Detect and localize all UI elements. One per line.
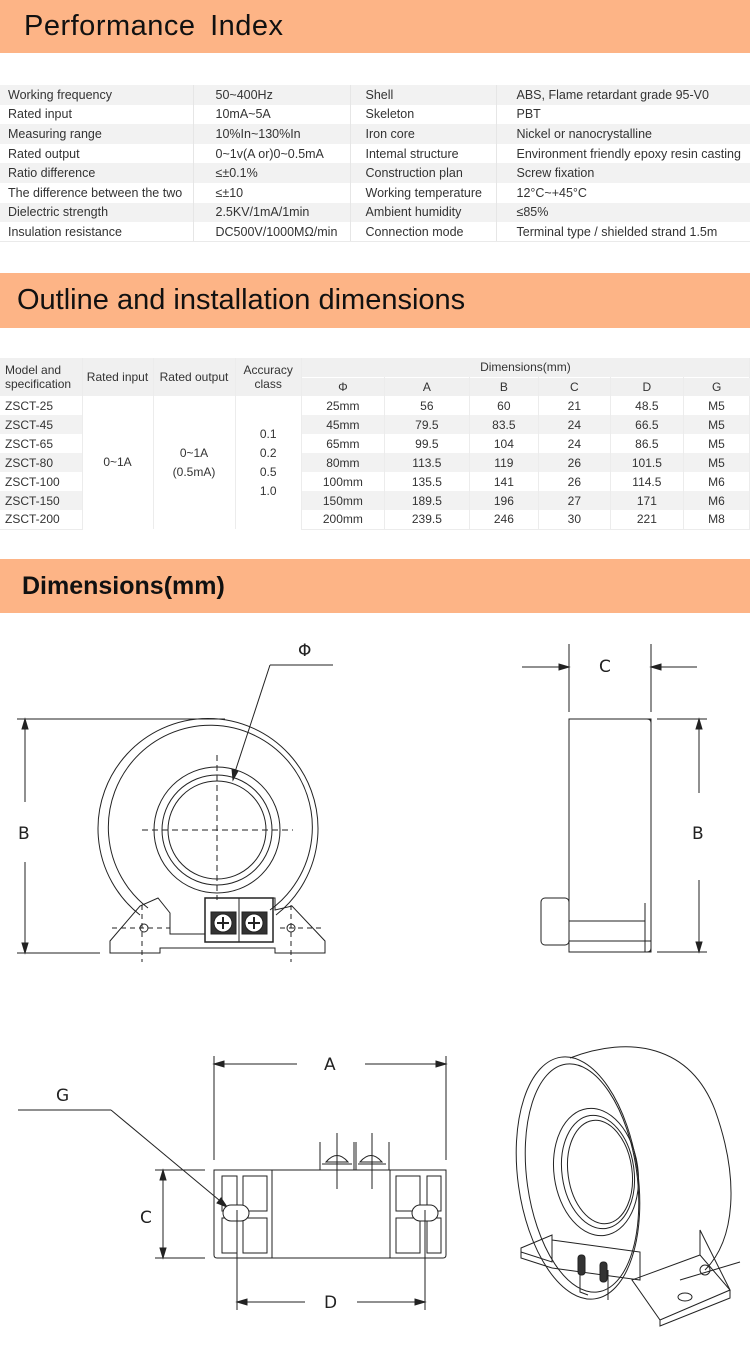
spec-value: DC500V/1000MΩ/min bbox=[193, 222, 350, 242]
spec-label: Rated input bbox=[0, 105, 193, 125]
header-model: Model and specification bbox=[0, 358, 82, 396]
section-header-outline bbox=[0, 273, 750, 328]
model-cell: ZSCT-100 bbox=[0, 472, 82, 491]
spec-label: Dielectric strength bbox=[0, 203, 193, 223]
header-phi: Φ bbox=[301, 377, 384, 396]
dim-g-cell: M8 bbox=[683, 510, 749, 529]
performance-row bbox=[0, 144, 750, 164]
model-cell: ZSCT-80 bbox=[0, 453, 82, 472]
dim-a-cell: 79.5 bbox=[384, 415, 469, 434]
spec-label: Ratio difference bbox=[0, 163, 193, 183]
side-view-drawing bbox=[490, 630, 750, 970]
spec-value: ABS, Flame retardant grade 95-V0 bbox=[496, 85, 750, 105]
dim-a-cell: 189.5 bbox=[384, 491, 469, 510]
spec-label: Skeleton bbox=[350, 105, 496, 125]
dim-a-cell: 113.5 bbox=[384, 453, 469, 472]
dim-d-cell: 66.5 bbox=[610, 415, 683, 434]
label-c-side: C bbox=[599, 657, 611, 677]
dim-c-cell: 24 bbox=[538, 415, 610, 434]
spec-label: Connection mode bbox=[350, 222, 496, 242]
performance-row bbox=[0, 124, 750, 144]
spec-value: Environment friendly epoxy resin casting bbox=[496, 144, 750, 164]
dim-b-cell: 60 bbox=[469, 396, 538, 415]
section-header-performance bbox=[0, 0, 750, 53]
rated-output-value: 0~1A bbox=[179, 445, 209, 460]
dim-d-cell: 114.5 bbox=[610, 472, 683, 491]
model-cell: ZSCT-200 bbox=[0, 510, 82, 529]
label-b-front: B bbox=[18, 824, 30, 844]
spec-label: Rated output bbox=[0, 144, 193, 164]
dim-c-cell: 30 bbox=[538, 510, 610, 529]
spec-label: Shell bbox=[350, 85, 496, 105]
label-g: G bbox=[56, 1086, 70, 1106]
performance-row bbox=[0, 105, 750, 125]
dim-g-cell: M6 bbox=[683, 472, 749, 491]
dim-a-cell: 99.5 bbox=[384, 434, 469, 453]
dim-b-cell: 141 bbox=[469, 472, 538, 491]
dim-b-cell: 83.5 bbox=[469, 415, 538, 434]
label-phi: Φ bbox=[298, 641, 312, 661]
header-b: B bbox=[469, 377, 538, 396]
rated-input-cell: 0~1A bbox=[82, 396, 153, 529]
dim-b-cell: 246 bbox=[469, 510, 538, 529]
dim-g-cell: M5 bbox=[683, 453, 749, 472]
dimensions-table bbox=[0, 358, 750, 530]
header-rated-input: Rated input bbox=[82, 358, 153, 396]
header-c: C bbox=[538, 377, 610, 396]
dim-b-cell: 196 bbox=[469, 491, 538, 510]
dim-phi-cell: 100mm bbox=[301, 472, 384, 491]
header-accuracy: Accuracy class bbox=[235, 358, 301, 396]
label-c-bottom: C bbox=[140, 1208, 152, 1228]
performance-row bbox=[0, 203, 750, 223]
dim-d-cell: 221 bbox=[610, 510, 683, 529]
spec-label: Iron core bbox=[350, 124, 496, 144]
model-cell: ZSCT-45 bbox=[0, 415, 82, 434]
accuracy-cell bbox=[235, 396, 301, 529]
spec-value: 12°C~+45°C bbox=[496, 183, 750, 203]
performance-row bbox=[0, 222, 750, 242]
section-header-dimensions bbox=[0, 559, 750, 613]
performance-row bbox=[0, 183, 750, 203]
spec-label: Working temperature bbox=[350, 183, 496, 203]
spec-label: Working frequency bbox=[0, 85, 193, 105]
spec-value: 10%In~130%In bbox=[193, 124, 350, 144]
dim-phi-cell: 80mm bbox=[301, 453, 384, 472]
dim-phi-cell: 65mm bbox=[301, 434, 384, 453]
dim-d-cell: 48.5 bbox=[610, 396, 683, 415]
accuracy-value: 0.2 bbox=[259, 445, 277, 460]
dim-c-cell: 26 bbox=[538, 472, 610, 491]
dim-g-cell: M5 bbox=[683, 396, 749, 415]
performance-table bbox=[0, 85, 750, 242]
performance-row bbox=[0, 163, 750, 183]
spec-value: 50~400Hz bbox=[193, 85, 350, 105]
dimension-row bbox=[0, 396, 750, 415]
isometric-view-drawing bbox=[490, 1030, 750, 1330]
header-rated-output: Rated output bbox=[153, 358, 235, 396]
spec-label: Measuring range bbox=[0, 124, 193, 144]
model-cell: ZSCT-150 bbox=[0, 491, 82, 510]
dim-c-cell: 26 bbox=[538, 453, 610, 472]
dim-c-cell: 21 bbox=[538, 396, 610, 415]
spec-value: Screw fixation bbox=[496, 163, 750, 183]
model-cell: ZSCT-65 bbox=[0, 434, 82, 453]
label-a: A bbox=[324, 1055, 336, 1075]
spec-label: Ambient humidity bbox=[350, 203, 496, 223]
dim-phi-cell: 25mm bbox=[301, 396, 384, 415]
spec-value: 10mA~5A bbox=[193, 105, 350, 125]
dim-b-cell: 104 bbox=[469, 434, 538, 453]
section-title: Outline and installation dimensions bbox=[17, 284, 466, 316]
dim-c-cell: 24 bbox=[538, 434, 610, 453]
dim-g-cell: M5 bbox=[683, 434, 749, 453]
accuracy-value: 0.5 bbox=[259, 464, 277, 479]
spec-value: ≤85% bbox=[496, 203, 750, 223]
spec-label: Intemal structure bbox=[350, 144, 496, 164]
spec-value: Terminal type / shielded strand 1.5m bbox=[496, 222, 750, 242]
dim-a-cell: 239.5 bbox=[384, 510, 469, 529]
bottom-view-drawing bbox=[0, 1030, 470, 1330]
dim-a-cell: 135.5 bbox=[384, 472, 469, 491]
spec-value: 2.5KV/1mA/1min bbox=[193, 203, 350, 223]
header-dimensions: Dimensions(mm) bbox=[301, 358, 749, 377]
header-a: A bbox=[384, 377, 469, 396]
dim-d-cell: 171 bbox=[610, 491, 683, 510]
rated-output-sub: (0.5mA) bbox=[172, 464, 216, 479]
accuracy-value: 0.1 bbox=[259, 426, 277, 441]
dim-d-cell: 86.5 bbox=[610, 434, 683, 453]
spec-value: Nickel or nanocrystalline bbox=[496, 124, 750, 144]
dim-a-cell: 56 bbox=[384, 396, 469, 415]
model-cell: ZSCT-25 bbox=[0, 396, 82, 415]
section-title: Dimensions(mm) bbox=[22, 571, 225, 600]
label-d: D bbox=[324, 1293, 338, 1313]
header-d: D bbox=[610, 377, 683, 396]
spec-value: ≤±0.1% bbox=[193, 163, 350, 183]
label-b-side: B bbox=[692, 824, 704, 844]
accuracy-value: 1.0 bbox=[259, 483, 277, 498]
dim-c-cell: 27 bbox=[538, 491, 610, 510]
front-view-drawing bbox=[0, 630, 370, 970]
spec-label: The difference between the two bbox=[0, 183, 193, 203]
spec-value: 0~1v(A or)0~0.5mA bbox=[193, 144, 350, 164]
dim-d-cell: 101.5 bbox=[610, 453, 683, 472]
spec-value: PBT bbox=[496, 105, 750, 125]
header-g: G bbox=[683, 377, 749, 396]
spec-label: Insulation resistance bbox=[0, 222, 193, 242]
performance-row bbox=[0, 85, 750, 105]
dim-phi-cell: 150mm bbox=[301, 491, 384, 510]
dim-b-cell: 119 bbox=[469, 453, 538, 472]
dim-phi-cell: 200mm bbox=[301, 510, 384, 529]
dim-phi-cell: 45mm bbox=[301, 415, 384, 434]
dim-g-cell: M5 bbox=[683, 415, 749, 434]
spec-label: Construction plan bbox=[350, 163, 496, 183]
section-title: Performance Index bbox=[24, 10, 284, 42]
dim-g-cell: M6 bbox=[683, 491, 749, 510]
rated-output-cell bbox=[153, 396, 235, 529]
spec-value: ≤±10 bbox=[193, 183, 350, 203]
